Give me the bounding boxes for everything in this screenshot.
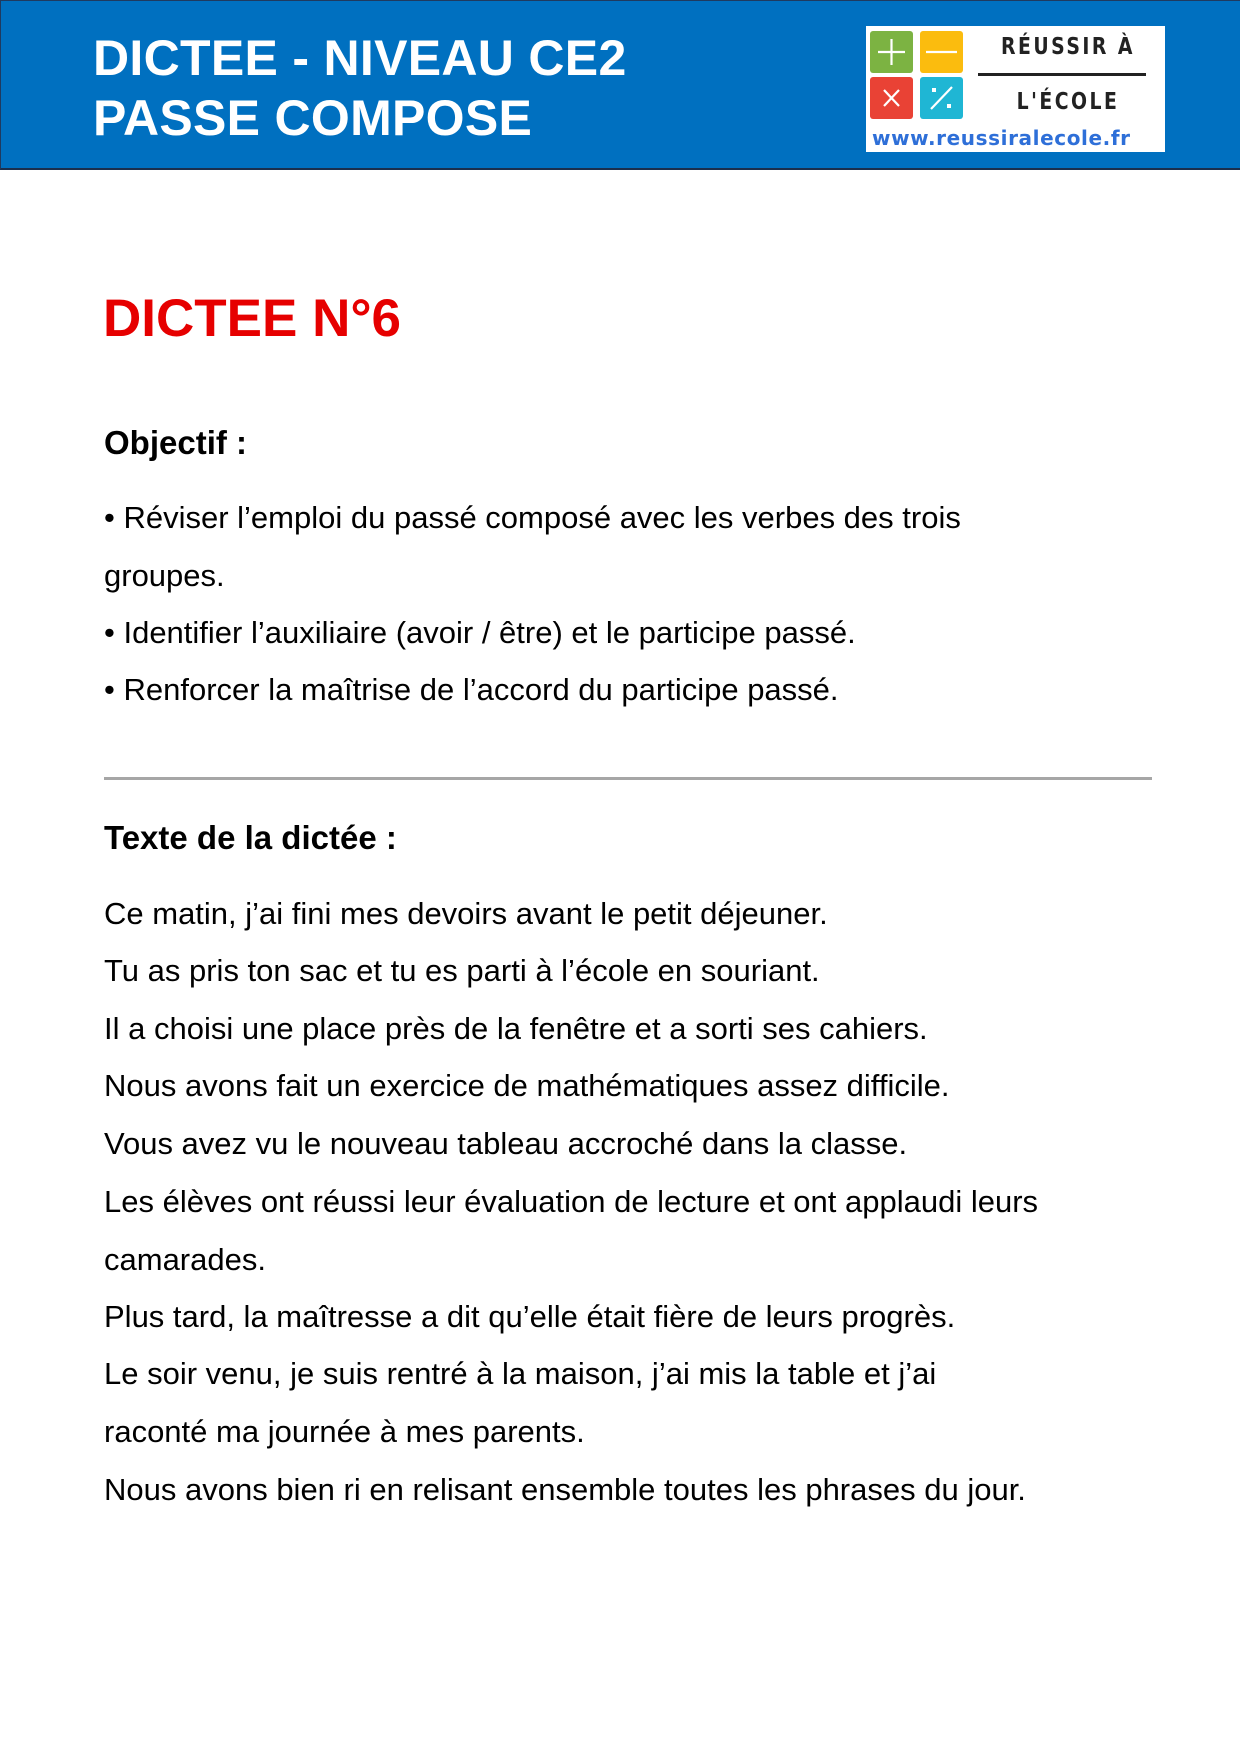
page-header: [0, 0, 1240, 170]
dictation-line: camarades.: [104, 1242, 266, 1277]
logo-divider: [978, 73, 1146, 76]
header-title-line2: PASSE COMPOSE: [93, 90, 533, 146]
objective-heading: Objectif :: [104, 424, 248, 461]
logo-text-line1: RÉUSSIR À: [1001, 34, 1135, 60]
objective-line: groupes.: [104, 558, 225, 593]
minus-icon: [920, 31, 963, 73]
objective-line: • Identifier l’auxiliaire (avoir / être) et le participe passé.: [104, 615, 856, 650]
logo-url-link[interactable]: www.reussiralecole.fr: [872, 126, 1131, 150]
logo-text-line2: L'ÉCOLE: [1016, 89, 1120, 115]
dictation-line: Plus tard, la maîtresse a dit qu’elle était fière de leurs progrès.: [104, 1299, 956, 1334]
dictation-line: Les élèves ont réussi leur évaluation de lecture et ont applaudi leurs: [104, 1184, 1039, 1219]
dictation-line: Nous avons bien ri en relisant ensemble toutes les phrases du jour.: [104, 1472, 1026, 1507]
objective-line: • Réviser l’emploi du passé composé avec les verbes des trois: [104, 500, 961, 535]
dictation-line: Le soir venu, je suis rentré à la maison, j’ai mis la table et j’ai: [104, 1356, 937, 1391]
percent-icon: [920, 77, 963, 119]
dictation-line: Nous avons fait un exercice de mathématiques assez difficile.: [104, 1068, 950, 1103]
dictation-line: raconté ma journée à mes parents.: [104, 1414, 585, 1449]
dictation-line: Tu as pris ton sac et tu es parti à l’école en souriant.: [104, 953, 820, 988]
dictation-line: Vous avez vu le nouveau tableau accroché dans la classe.: [104, 1126, 908, 1161]
header-title-line1: DICTEE - NIVEAU CE2: [93, 30, 627, 86]
site-logo[interactable]: [866, 26, 1165, 152]
plus-icon: [870, 31, 913, 73]
dictation-title: DICTEE N°6: [103, 289, 402, 348]
dictation-line: Ce matin, j’ai fini mes devoirs avant le petit déjeuner.: [104, 896, 828, 931]
multiply-icon: [870, 77, 913, 119]
dictation-line: Il a choisi une place près de la fenêtre et a sorti ses cahiers.: [104, 1011, 928, 1046]
dictation-heading: Texte de la dictée :: [104, 819, 397, 856]
objective-line: • Renforcer la maîtrise de l’accord du participe passé.: [104, 672, 839, 707]
section-divider: [104, 777, 1152, 780]
